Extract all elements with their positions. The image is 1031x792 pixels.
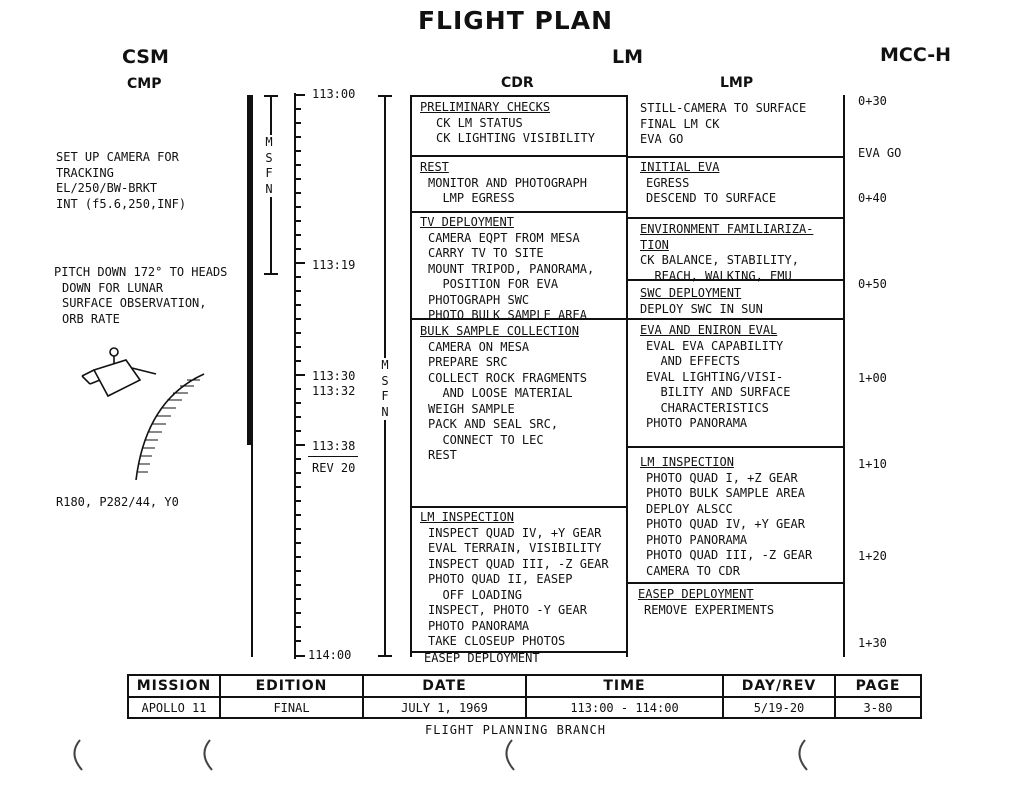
cdr-lmp-divider xyxy=(626,95,628,657)
lmp-block-eva-eval xyxy=(640,323,791,432)
footer-date: JULY 1, 1969 xyxy=(363,697,526,718)
block-line: STILL-CAMERA TO SURFACE xyxy=(640,101,807,115)
cmp-timeline-line xyxy=(251,445,253,657)
spacecraft-lunar-sketch xyxy=(76,340,206,480)
page-title: FLIGHT PLAN xyxy=(417,6,614,35)
block-line: EGRESS xyxy=(646,175,690,190)
mcc-time: 1+00 xyxy=(858,371,887,385)
block-line: PHOTOGRAPH SWC xyxy=(428,292,530,307)
block-heading: LM INSPECTION xyxy=(640,455,734,469)
rev-label: REV 20 xyxy=(312,461,356,475)
cdr-block-rest xyxy=(420,160,587,207)
block-line: PHOTO QUAD III, -Z GEAR xyxy=(646,548,813,562)
block-line: COLLECT ROCK FRAGMENTS xyxy=(428,370,587,385)
msfn-letter: F xyxy=(381,389,389,403)
block-line: CAMERA ON MESA xyxy=(428,339,530,354)
time-axis-ticks xyxy=(295,93,307,659)
block-line: DEPLOY SWC IN SUN xyxy=(640,301,763,316)
msfn-letter: S xyxy=(381,373,389,388)
time-label: 113:00 xyxy=(312,87,356,101)
lmp-block-swc xyxy=(640,286,763,317)
cdr-header: CDR xyxy=(501,75,534,91)
block-line: PREPARE SRC xyxy=(428,355,508,369)
lmp-row-line xyxy=(626,318,845,320)
cdr-block-easep xyxy=(424,651,540,667)
block-line: EASEP DEPLOYMENT xyxy=(424,651,540,665)
block-heading: PRELIMINARY CHECKS xyxy=(420,100,551,114)
mcc-time: 0+50 xyxy=(858,277,887,291)
block-heading: REST xyxy=(420,160,449,174)
block-heading: BULK SAMPLE COLLECTION xyxy=(420,324,579,338)
mcc-time: 1+10 xyxy=(858,457,887,471)
time-label: 113:30 xyxy=(312,369,356,383)
cdr-block-tv-deployment xyxy=(420,215,594,324)
block-line: TAKE CLOSEUP PHOTOS xyxy=(428,634,566,648)
block-line: PHOTO BULK SAMPLE AREA xyxy=(428,308,587,322)
footer-header: MISSION xyxy=(128,675,220,697)
lmp-block-easep xyxy=(638,587,774,618)
time-label: 113:19 xyxy=(312,258,356,272)
msfn-letter: N xyxy=(265,181,273,196)
msfn-letter: S xyxy=(265,150,273,165)
msfn-label-upper xyxy=(262,135,276,197)
cmp-pitch-line: ORB RATE xyxy=(62,311,120,326)
cmp-activity-bar xyxy=(247,95,253,445)
lmp-block-initial-eva xyxy=(640,160,776,207)
cmp-pitch-line: DOWN FOR LUNAR xyxy=(62,280,164,295)
block-line: INSPECT, PHOTO -Y GEAR xyxy=(428,603,587,617)
cmp-pitch-note xyxy=(54,265,227,327)
block-line: AND EFFECTS xyxy=(646,354,740,368)
block-line: LMP EGRESS xyxy=(428,191,515,205)
cdr-left-border xyxy=(410,95,412,657)
block-line: EVAL LIGHTING/VISI- xyxy=(646,369,784,384)
mcc-time: 0+40 xyxy=(858,191,887,205)
block-line: PHOTO PANORAMA xyxy=(428,618,530,633)
mcc-header: MCC-H xyxy=(880,44,952,66)
lmp-row-line xyxy=(626,582,845,584)
block-line: CK LIGHTING VISIBILITY xyxy=(436,131,595,145)
lmp-header: LMP xyxy=(720,75,754,91)
cmp-camera-line: INT (f5.6,250,INF) xyxy=(56,196,187,211)
block-line: WEIGH SAMPLE xyxy=(428,401,515,416)
cdr-block-lm-inspection xyxy=(420,510,609,650)
block-line: PHOTO PANORAMA xyxy=(646,416,748,430)
block-heading: EASEP DEPLOYMENT xyxy=(638,587,754,601)
footer-mission: APOLLO 11 xyxy=(128,697,220,718)
block-line: DEPLOY ALSCC xyxy=(646,501,733,516)
cdr-row-line xyxy=(410,155,628,157)
time-label: 114:00 xyxy=(308,648,352,662)
bracket-cap xyxy=(264,95,278,97)
lm-header: LM xyxy=(612,46,644,68)
block-heading: ENVIRONMENT FAMILIARIZA- TION xyxy=(640,222,814,252)
footer-table xyxy=(127,674,922,719)
footer-page: 3-80 xyxy=(835,697,921,718)
footer-time: 113:00 - 114:00 xyxy=(526,697,723,718)
cmp-camera-line: SET UP CAMERA FOR xyxy=(56,150,179,164)
lmp-block-lm-inspection xyxy=(640,455,812,579)
bracket-cap xyxy=(378,655,392,657)
block-line: EVA GO xyxy=(640,132,684,146)
msfn-letter: M xyxy=(381,358,389,372)
rev-divider xyxy=(308,456,358,457)
msfn-label-lower xyxy=(378,358,392,420)
lmp-row-line xyxy=(626,156,845,158)
lmp-block-environment xyxy=(640,222,813,284)
block-line: REACH, WALKING, EMU xyxy=(640,268,792,283)
lmp-block-prep xyxy=(640,101,806,148)
mcc-time: 1+20 xyxy=(858,549,887,563)
block-line: EVAL TERRAIN, VISIBILITY xyxy=(428,541,602,555)
block-line: INSPECT QUAD IV, +Y GEAR xyxy=(428,525,602,540)
block-heading: INITIAL EVA xyxy=(640,160,720,174)
lmp-row-line xyxy=(626,217,845,219)
block-line: MOUNT TRIPOD, PANORAMA, xyxy=(428,261,595,276)
block-heading: TV DEPLOYMENT xyxy=(420,215,514,229)
block-line: MONITOR AND PHOTOGRAPH xyxy=(428,175,587,190)
footer-header: PAGE xyxy=(835,675,921,697)
block-line: PHOTO QUAD II, EASEP xyxy=(428,572,573,586)
mcc-event: EVA GO xyxy=(858,146,902,160)
footer-header: TIME xyxy=(526,675,723,697)
lmp-row-line xyxy=(626,446,845,448)
block-line: REMOVE EXPERIMENTS xyxy=(644,602,775,617)
csm-header: CSM xyxy=(122,46,169,68)
block-line: DESCEND TO SURFACE xyxy=(646,191,777,205)
block-heading: EVA AND ENIRON EVAL xyxy=(640,323,778,337)
cmp-attitude-note: R180, P282/44, Y0 xyxy=(56,495,179,509)
block-line: CK BALANCE, STABILITY, xyxy=(640,253,799,267)
footer-header: EDITION xyxy=(220,675,363,697)
block-line: AND LOOSE MATERIAL xyxy=(428,386,573,400)
mcc-time: 0+30 xyxy=(858,94,887,108)
block-line: CK LM STATUS xyxy=(436,115,523,130)
msfn-letter: N xyxy=(381,404,389,419)
block-line: PHOTO QUAD IV, +Y GEAR xyxy=(646,517,805,531)
time-label: 113:32 xyxy=(312,384,356,398)
block-line: PHOTO QUAD I, +Z GEAR xyxy=(646,470,798,485)
block-line: EVAL EVA CAPABILITY xyxy=(646,338,784,353)
footer-edition: FINAL xyxy=(220,697,363,718)
block-line: PACK AND SEAL SRC, xyxy=(428,417,559,431)
cmp-camera-note xyxy=(56,150,186,212)
block-line: CAMERA EQPT FROM MESA xyxy=(428,230,580,245)
time-label: 113:38 xyxy=(312,439,356,453)
block-line: PHOTO PANORAMA xyxy=(646,532,748,547)
binder-marks xyxy=(60,736,820,776)
lmp-right-border xyxy=(843,95,845,657)
block-line: INSPECT QUAD III, -Z GEAR xyxy=(428,556,609,571)
footer-header: DATE xyxy=(363,675,526,697)
cdr-row-line xyxy=(410,506,628,508)
block-line: CAMERA TO CDR xyxy=(646,563,740,578)
block-line: BILITY AND SURFACE xyxy=(646,385,791,399)
block-line: OFF LOADING xyxy=(428,587,522,602)
footer-branch: FLIGHT PLANNING BRANCH xyxy=(425,723,606,737)
block-heading: LM INSPECTION xyxy=(420,510,514,524)
block-line: CHARACTERISTICS xyxy=(646,400,769,415)
block-line: PHOTO BULK SAMPLE AREA xyxy=(646,486,805,500)
footer-day-rev: 5/19-20 xyxy=(723,697,835,718)
cdr-row-line xyxy=(410,95,628,97)
cdr-block-preliminary-checks xyxy=(420,100,595,147)
block-heading: SWC DEPLOYMENT xyxy=(640,286,742,300)
block-line: FINAL LM CK xyxy=(640,116,720,131)
cmp-camera-line: TRACKING xyxy=(56,165,114,180)
cdr-block-bulk-sample xyxy=(420,324,587,464)
bracket-cap xyxy=(378,95,392,97)
block-line: POSITION FOR EVA xyxy=(428,277,559,291)
footer-header: DAY/REV xyxy=(723,675,835,697)
mcc-time: 1+30 xyxy=(858,636,887,650)
block-line: CONNECT TO LEC xyxy=(428,432,544,447)
block-line: REST xyxy=(428,448,457,462)
cmp-camera-line: EL/250/BW-BRKT xyxy=(56,181,158,195)
cdr-row-line xyxy=(410,211,628,213)
cmp-pitch-line: SURFACE OBSERVATION, xyxy=(62,296,207,310)
msfn-letter: M xyxy=(265,135,273,149)
cmp-pitch-line: PITCH DOWN 172° TO HEADS xyxy=(54,265,228,279)
msfn-letter: F xyxy=(265,166,273,180)
block-line: CARRY TV TO SITE xyxy=(428,246,544,260)
cmp-header: CMP xyxy=(127,76,162,92)
bracket-cap xyxy=(264,273,278,275)
